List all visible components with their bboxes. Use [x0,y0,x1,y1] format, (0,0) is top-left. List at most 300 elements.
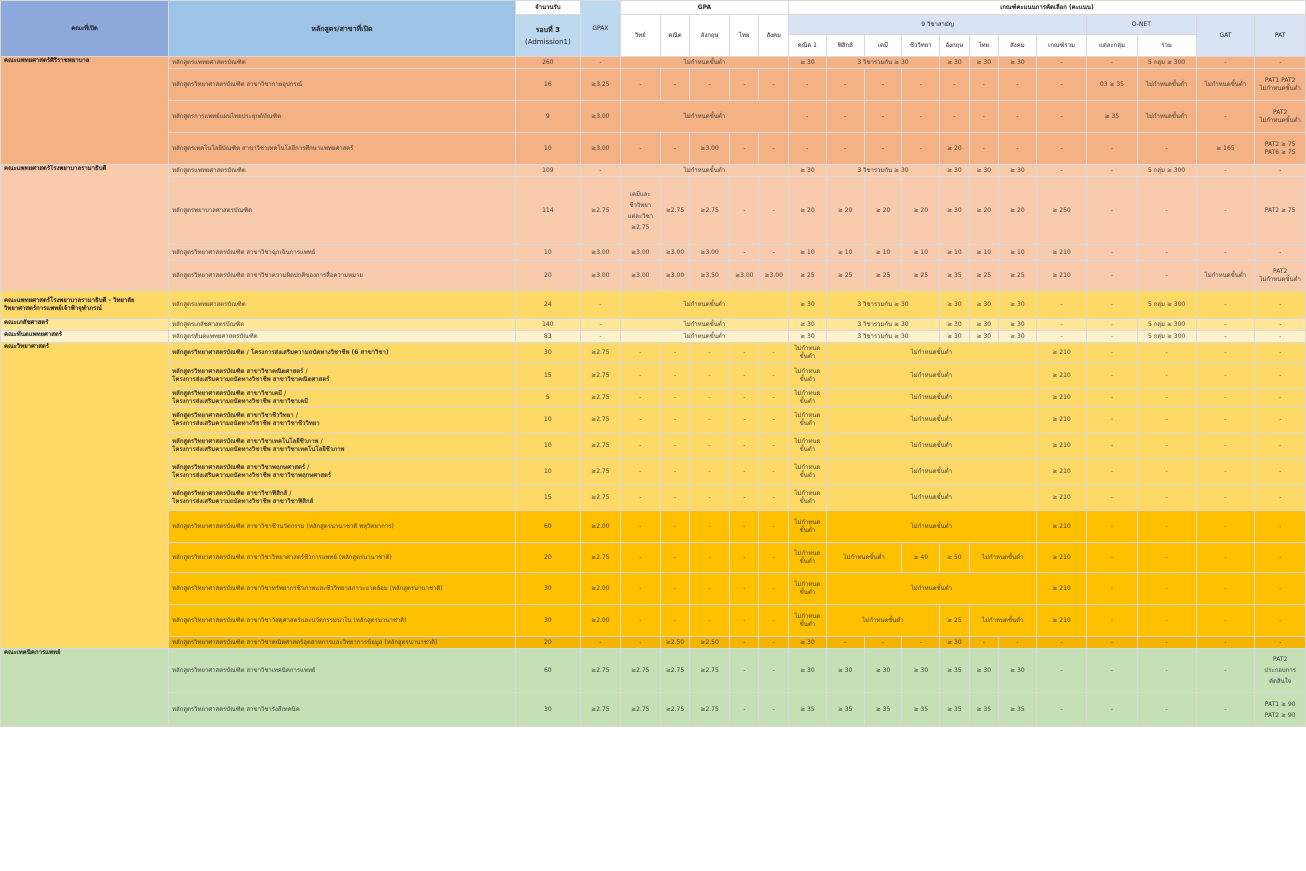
capacity-cell: 260 [515,57,580,69]
capacity-cell: 83 [515,331,580,343]
pat-line: ประกอบการ [1264,667,1296,674]
nomin-line: ขั้นต่ำ [799,352,816,360]
pat-line: PAT6 ≥ 75 [1264,148,1296,156]
onet-cell: - [1087,331,1137,343]
score-cell: - [969,133,998,165]
gpax-cell: ≥2.75 [580,389,620,407]
score-cell [788,389,826,407]
gpa-cell: - [620,637,660,649]
gpa-cell: - [759,649,788,693]
program-cell: หลักสูตรแพทยศาสตรบัณฑิต [169,57,516,69]
program-cell: หลักสูตรเภสัชศาสตรบัณฑิต [169,319,516,331]
score-cell: - [826,637,864,649]
onet-total: รวม [1137,35,1196,57]
gat-cell: - [1196,343,1255,363]
capacity-cell: 30 [515,343,580,363]
gpa-cell: ≥2.75 [660,693,689,727]
program-cell: หลักสูตรวิทยาศาสตรบัณฑิต สาขาวิชาชีวนวัตกรรม (หลักสูตรนานาชาติ พหุวิทยาการ) [169,511,516,543]
score-cell: - [999,637,1037,649]
gpa-cell: - [620,69,660,101]
gat-cell: - [1196,177,1255,245]
onet-cell: - [1137,407,1196,433]
gat-cell: - [1196,459,1255,485]
gpa-cell: ≥3.50 [690,261,730,291]
score-cell: ≥ 30 [788,57,826,69]
score-cell: - [969,101,998,133]
score-cell: - [788,133,826,165]
col-header-gpa: GPA [620,1,788,15]
score-cell: ≥ 20 [969,177,998,245]
s-phy: ฟิสิกส์ [826,35,864,57]
score-cell: ≥ 35 [940,261,969,291]
gpa-cell: - [730,649,759,693]
table-row [1,433,1306,459]
score-cell: - [1036,291,1086,319]
score-cell: ≥ 30 [999,319,1037,331]
onet-cell: ไม่กำหนดขั้นต่ำ [1137,101,1196,133]
gat-cell: ≥ 165 [1196,133,1255,165]
score-cell: - [1036,57,1086,69]
gat-cell: - [1196,389,1255,407]
col-header-gpax: GPAX [580,1,620,57]
capacity-cell: 10 [515,407,580,433]
gpa-cell: - [690,605,730,637]
gpa-cell: - [690,433,730,459]
table-row [1,101,1306,133]
pat-line: PAT1 PAT2 [1264,76,1296,84]
gpa-cell: - [730,177,759,245]
score-cell: ≥ 210 [1036,605,1086,637]
gpa-cell: ≥2.75 [690,649,730,693]
score-cell: ≥ 210 [1036,485,1086,511]
nomin-line: ไม่กำหนด [794,489,821,497]
score-cell: - [864,69,902,101]
program-cell: หลักสูตรการแพทย์แผนไทยประยุกต์บัณฑิต [169,101,516,133]
gpa-cell: ≥2.75 [660,177,689,245]
gpa-cell: - [690,511,730,543]
score-cell: ≥ 25 [864,261,902,291]
program-line: หลักสูตรวิทยาศาสตรบัณฑิต สาขาวิชาคณิตศาสตร์ / [172,367,308,375]
faculty-cell: คณะแพทยศาสตร์โรงพยาบาลรามาธิบดี - วิทยาลัยวิทยาศาสตร์การแพทย์เจ้าฟ้าจุฬาภรณ์ [1,291,169,319]
score-cell: ไม่กำหนดขั้นต่ำ [969,605,1036,637]
capacity-cell: 140 [515,319,580,331]
gpa-cell: ≥2.75 [660,649,689,693]
gpa-cell: - [660,69,689,101]
score-cell: - [969,637,998,649]
capacity-cell: 16 [515,69,580,101]
onet-each: แต่ละกลุ่ม [1087,35,1137,57]
faculty-cell: คณะวิทยาศาสตร์ [1,343,169,649]
program-cell [169,363,516,389]
score-cell: - [902,133,940,165]
s-bio: ชีววิทยา [902,35,940,57]
gat-cell: ไม่กำหนดขั้นต่ำ [1196,69,1255,101]
score-cell: - [826,133,864,165]
gpax-cell: ≥3.00 [580,133,620,165]
program-cell: หลักสูตรพยาบาลศาสตรบัณฑิต [169,177,516,245]
gpa-cell: - [759,459,788,485]
score-cell: ≥ 10 [826,245,864,261]
onet-cell: - [1137,177,1196,245]
score-cell: ≥ 30 [788,637,826,649]
score-cell: ≥ 210 [1036,407,1086,433]
program-cell: หลักสูตรวิทยาศาสตรบัณฑิต สาขาวิชาทรัพยากรชีวภาพและชีววิทยาสภาวะแวดล้อม (หลักสูตรนานาชาติ) [169,573,516,605]
gat-cell: - [1196,245,1255,261]
gat-cell: - [1196,573,1255,605]
capacity-cell: 60 [515,649,580,693]
pat-cell: - [1255,389,1306,407]
admission-label: (Admission1) [524,37,571,46]
gpa-cell: ≥2.50 [690,637,730,649]
s-soc: สังคม [999,35,1037,57]
score-cell: - [788,69,826,101]
score-cell: ไม่กำหนดขั้นต่ำ [826,543,902,573]
table-row [1,319,1306,331]
score-cell: - [864,133,902,165]
gpax-cell: ≥2.75 [580,433,620,459]
score-cell: ≥ 30 [969,331,998,343]
round-label: รอบที่ 3 [535,25,561,34]
gpa-cell: ไม่กำหนดขั้นต่ำ [620,57,788,69]
gpa-cell: - [660,363,689,389]
nomin-line: ขั้นต่ำ [799,471,816,479]
gpa-soc: สังคม [759,15,788,57]
score-cell: - [826,101,864,133]
gpa-cell: ไม่กำหนดขั้นต่ำ [620,101,788,133]
score-cell: - [1036,319,1086,331]
score-cell: - [940,69,969,101]
pat-cell: - [1255,331,1306,343]
gpa-cell: - [759,693,788,727]
table-row [1,291,1306,319]
program-cell: หลักสูตรวิทยาศาสตรบัณฑิต สาขาวิชาความผิดปกติของการสื่อความหมาย [169,261,516,291]
program-cell [169,343,516,363]
gpax-cell: ≥3.00 [580,261,620,291]
score-cell: ≥ 35 [902,693,940,727]
program-cell: หลักสูตรวิทยาศาสตรบัณฑิต สาขาวิชากายอุปกรณ์ [169,69,516,101]
gpa-cell: - [660,605,689,637]
onet-cell: - [1087,573,1137,605]
gpa-cell: - [660,543,689,573]
score-cell: ≥ 210 [1036,459,1086,485]
s-total: เกณฑ์รวม [1036,35,1086,57]
score-cell: ≥ 210 [1036,389,1086,407]
score-cell: ≥ 210 [1036,433,1086,459]
gpa-line: เคมีและ [629,190,651,198]
pat-line: PAT2 [1272,108,1288,116]
gpa-thai: ไทย [730,15,759,57]
onet-cell: - [1087,693,1137,727]
nomin-line: ไม่กำหนด [794,437,821,445]
nomin-line: ขั้นต่ำ [799,397,816,405]
gpax-cell: ≥3.00 [580,245,620,261]
program-line: หลักสูตรวิทยาศาสตรบัณฑิต สาขาวิชาฟิสิกส์ / [172,489,292,497]
nomin-line: ขั้นต่ำ [799,497,816,505]
score-cell: ≥ 30 [940,319,969,331]
capacity-cell: 15 [515,485,580,511]
table-row [1,69,1306,101]
onet-cell: - [1087,389,1137,407]
gpa-cell: - [759,605,788,637]
pat-cell: - [1255,637,1306,649]
pat-cell: - [1255,291,1306,319]
gpa-cell: - [620,407,660,433]
gpa-cell: - [759,511,788,543]
gpax-cell: - [580,331,620,343]
gpax-cell: ≥2.75 [580,649,620,693]
gpax-cell: - [580,319,620,331]
program-line: หลักสูตรวิทยาศาสตรบัณฑิต สาขาวิชาเทคโนโลยีชีวภาพ / [172,437,323,445]
onet-cell: - [1137,693,1196,727]
gpa-cell: - [759,133,788,165]
nomin-line: ขั้นต่ำ [799,588,816,596]
score-cell: ≥ 210 [1036,261,1086,291]
score-cell: ≥ 40 [902,543,940,573]
score-cell: - [788,101,826,133]
onet-cell: - [1087,165,1137,177]
gpax-cell: ≥2.75 [580,459,620,485]
gpa-cell: ไม่กำหนดขั้นต่ำ [620,331,788,343]
gpa-cell: - [730,573,759,605]
pat-cell: - [1255,433,1306,459]
gpa-cell: - [759,343,788,363]
capacity-cell: 109 [515,165,580,177]
score-cell: ≥ 30 [940,291,969,319]
score-cell: ≥ 210 [1036,363,1086,389]
score-cell: - [940,101,969,133]
pat-cell: - [1255,543,1306,573]
gpa-cell: - [730,485,759,511]
score-cell: ไม่กำหนดขั้นต่ำ [826,433,1036,459]
gpa-line: ≥2.75 [631,223,650,231]
score-cell: ไม่กำหนดขั้นต่ำ [826,573,1036,605]
score-cell: ≥ 30 [969,165,998,177]
score-cell: ≥ 10 [902,245,940,261]
onet-cell: - [1137,637,1196,649]
score-cell [788,407,826,433]
score-cell: ≥ 30 [940,637,969,649]
score-cell: - [1036,101,1086,133]
program-line: หลักสูตรวิทยาศาสตรบัณฑิต / โครงการส่งเสริมความถนัดทางวิชาชีพ (6 สาขาวิชา) [172,348,389,356]
gpa-eng: อังกฤษ [690,15,730,57]
onet-cell: - [1087,57,1137,69]
score-cell [788,433,826,459]
col-header-faculty: คณะที่เปิด [1,1,169,57]
program-line: โครงการส่งเสริมความถนัดทางวิชาชีพ สาขาวิชาพฤกษศาสตร์ [172,471,332,479]
score-cell: 3 วิชารวมกัน ≥ 30 [826,319,939,331]
onet-cell: 03 ≥ 35 [1087,69,1137,101]
score-cell: ไม่กำหนดขั้นต่ำ [826,459,1036,485]
gpa-cell: - [620,433,660,459]
nomin-line: ไม่กำหนด [794,463,821,471]
score-cell: ≥ 25 [940,605,969,637]
gpa-cell: - [690,485,730,511]
program-line: โครงการส่งเสริมความถนัดทางวิชาชีพ สาขาวิชาชีววิทยา [172,419,320,427]
gpa-cell: - [730,407,759,433]
gpa-cell [620,177,660,245]
gpa-cell: ≥3.00 [730,261,759,291]
table-row [1,693,1306,727]
score-cell: - [1036,165,1086,177]
score-cell: ≥ 210 [1036,573,1086,605]
nomin-line: ขั้นต่ำ [799,557,816,565]
nomin-line: ขั้นต่ำ [799,620,816,628]
gpax-cell: - [580,637,620,649]
pat-cell: - [1255,319,1306,331]
gpa-cell: - [730,133,759,165]
score-cell: ≥ 210 [1036,245,1086,261]
gpa-cell: - [759,363,788,389]
capacity-cell: 10 [515,459,580,485]
gpa-cell: - [620,573,660,605]
program-cell [169,459,516,485]
score-cell [788,511,826,543]
program-cell [169,433,516,459]
onet-cell: - [1137,649,1196,693]
capacity-cell: 30 [515,605,580,637]
score-cell: ไม่กำหนดขั้นต่ำ [826,363,1036,389]
program-cell: หลักสูตรวิทยาศาสตรบัณฑิต สาขาวิชาคณิตศาสตร์อุตสาหการและวิทยาการข้อมูล (หลักสูตรนานาชาติ) [169,637,516,649]
score-cell: ≥ 30 [999,291,1037,319]
gpa-cell: - [730,637,759,649]
table-row [1,459,1306,485]
capacity-cell: 60 [515,511,580,543]
score-cell: ≥ 25 [999,261,1037,291]
onet-cell: - [1137,363,1196,389]
program-line: หลักสูตรวิทยาศาสตรบัณฑิต สาขาวิชาพฤกษศาสตร์ / [172,463,310,471]
score-cell: ≥ 30 [788,319,826,331]
score-cell: ≥ 35 [864,693,902,727]
gpa-cell: - [620,485,660,511]
gpax-cell: ≥2.75 [580,407,620,433]
gat-cell: - [1196,319,1255,331]
pat-cell [1255,69,1306,101]
score-cell: ไม่กำหนดขั้นต่ำ [826,605,939,637]
gpax-cell: ≥2.75 [580,363,620,389]
score-cell [788,543,826,573]
gpa-cell: - [660,389,689,407]
onet-cell: - [1137,485,1196,511]
capacity-cell: 10 [515,133,580,165]
gpa-cell: ≥3.00 [620,261,660,291]
onet-cell: - [1087,343,1137,363]
score-cell: - [1036,649,1086,693]
score-cell: - [1036,693,1086,727]
score-cell [788,605,826,637]
onet-cell: - [1137,343,1196,363]
gpax-cell: ≥2.00 [580,511,620,543]
score-cell: ≥ 10 [864,245,902,261]
score-cell: ≥ 30 [999,165,1037,177]
pat-cell: - [1255,343,1306,363]
onet-cell: - [1137,245,1196,261]
col-header-pat: PAT [1255,15,1306,57]
nomin-line: ไม่กำหนด [794,367,821,375]
table-row [1,343,1306,363]
gpa-cell: ≥3.00 [690,133,730,165]
pat-cell: - [1255,245,1306,261]
program-line: หลักสูตรวิทยาศาสตรบัณฑิต สาขาวิชาชีววิทยา / [172,411,298,419]
onet-cell: - [1137,573,1196,605]
onet-cell: - [1137,543,1196,573]
nomin-line: ไม่กำหนด [794,549,821,557]
col-header-round [515,15,580,57]
score-cell: ≥ 210 [1036,511,1086,543]
score-cell: ไม่กำหนดขั้นต่ำ [826,511,1036,543]
score-cell: ไม่กำหนดขั้นต่ำ [826,343,1036,363]
score-cell: ≥ 35 [969,693,998,727]
onet-cell: 5 กลุ่ม ≥ 300 [1137,57,1196,69]
score-cell: ไม่กำหนดขั้นต่ำ [826,407,1036,433]
gpa-cell: ≥2.50 [660,637,689,649]
col-header-nine-subjects: 9 วิชาสามัญ [788,15,1086,35]
capacity-cell: 9 [515,101,580,133]
onet-cell: - [1087,605,1137,637]
score-cell: ≥ 30 [902,649,940,693]
pat-cell [1255,101,1306,133]
capacity-cell: 30 [515,573,580,605]
gat-cell: - [1196,543,1255,573]
table-row [1,165,1306,177]
onet-cell: - [1087,433,1137,459]
table-row [1,637,1306,649]
capacity-cell: 5 [515,389,580,407]
gpa-cell: ไม่กำหนดขั้นต่ำ [620,319,788,331]
nomin-line: ขั้นต่ำ [799,445,816,453]
gpa-math: คณิต [660,15,689,57]
gpax-cell: ≥3.00 [580,101,620,133]
program-line: โครงการส่งเสริมความถนัดทางวิชาชีพ สาขาวิชาเทคโนโลยีชีวภาพ [172,445,345,453]
gat-cell: - [1196,485,1255,511]
score-cell: ≥ 210 [1036,543,1086,573]
score-cell: ไม่กำหนดขั้นต่ำ [969,543,1036,573]
onet-cell: - [1087,363,1137,389]
score-cell: ≥ 250 [1036,177,1086,245]
table-row [1,543,1306,573]
gpa-cell: - [620,363,660,389]
score-cell: ≥ 30 [788,649,826,693]
capacity-cell: 20 [515,261,580,291]
score-cell: ≥ 30 [940,57,969,69]
program-cell: หลักสูตรแพทยศาสตรบัณฑิต [169,165,516,177]
program-cell: หลักสูตรวิทยาศาสตรบัณฑิต สาขาวิชาเทคนิคการแพทย์ [169,649,516,693]
score-cell: ≥ 30 [999,649,1037,693]
score-cell: - [969,69,998,101]
gpa-cell: - [730,363,759,389]
nomin-line: ไม่กำหนด [794,580,821,588]
gpa-line: ชีววิทยา [629,201,652,209]
gpa-cell: - [759,543,788,573]
score-cell: - [864,101,902,133]
table-row [1,363,1306,389]
score-cell: ≥ 30 [826,649,864,693]
nomin-line: ไม่กำหนด [794,389,821,397]
score-cell: - [999,133,1037,165]
gat-cell: - [1196,605,1255,637]
capacity-cell: 24 [515,291,580,319]
score-cell: ≥ 210 [1036,343,1086,363]
gpa-cell: - [730,69,759,101]
col-header-gat: GAT [1196,15,1255,57]
gat-cell: - [1196,101,1255,133]
gpa-cell: - [759,245,788,261]
capacity-cell: 10 [515,245,580,261]
onet-cell: - [1087,177,1137,245]
gat-cell: - [1196,693,1255,727]
table-row [1,485,1306,511]
table-row [1,511,1306,543]
capacity-cell: 30 [515,693,580,727]
